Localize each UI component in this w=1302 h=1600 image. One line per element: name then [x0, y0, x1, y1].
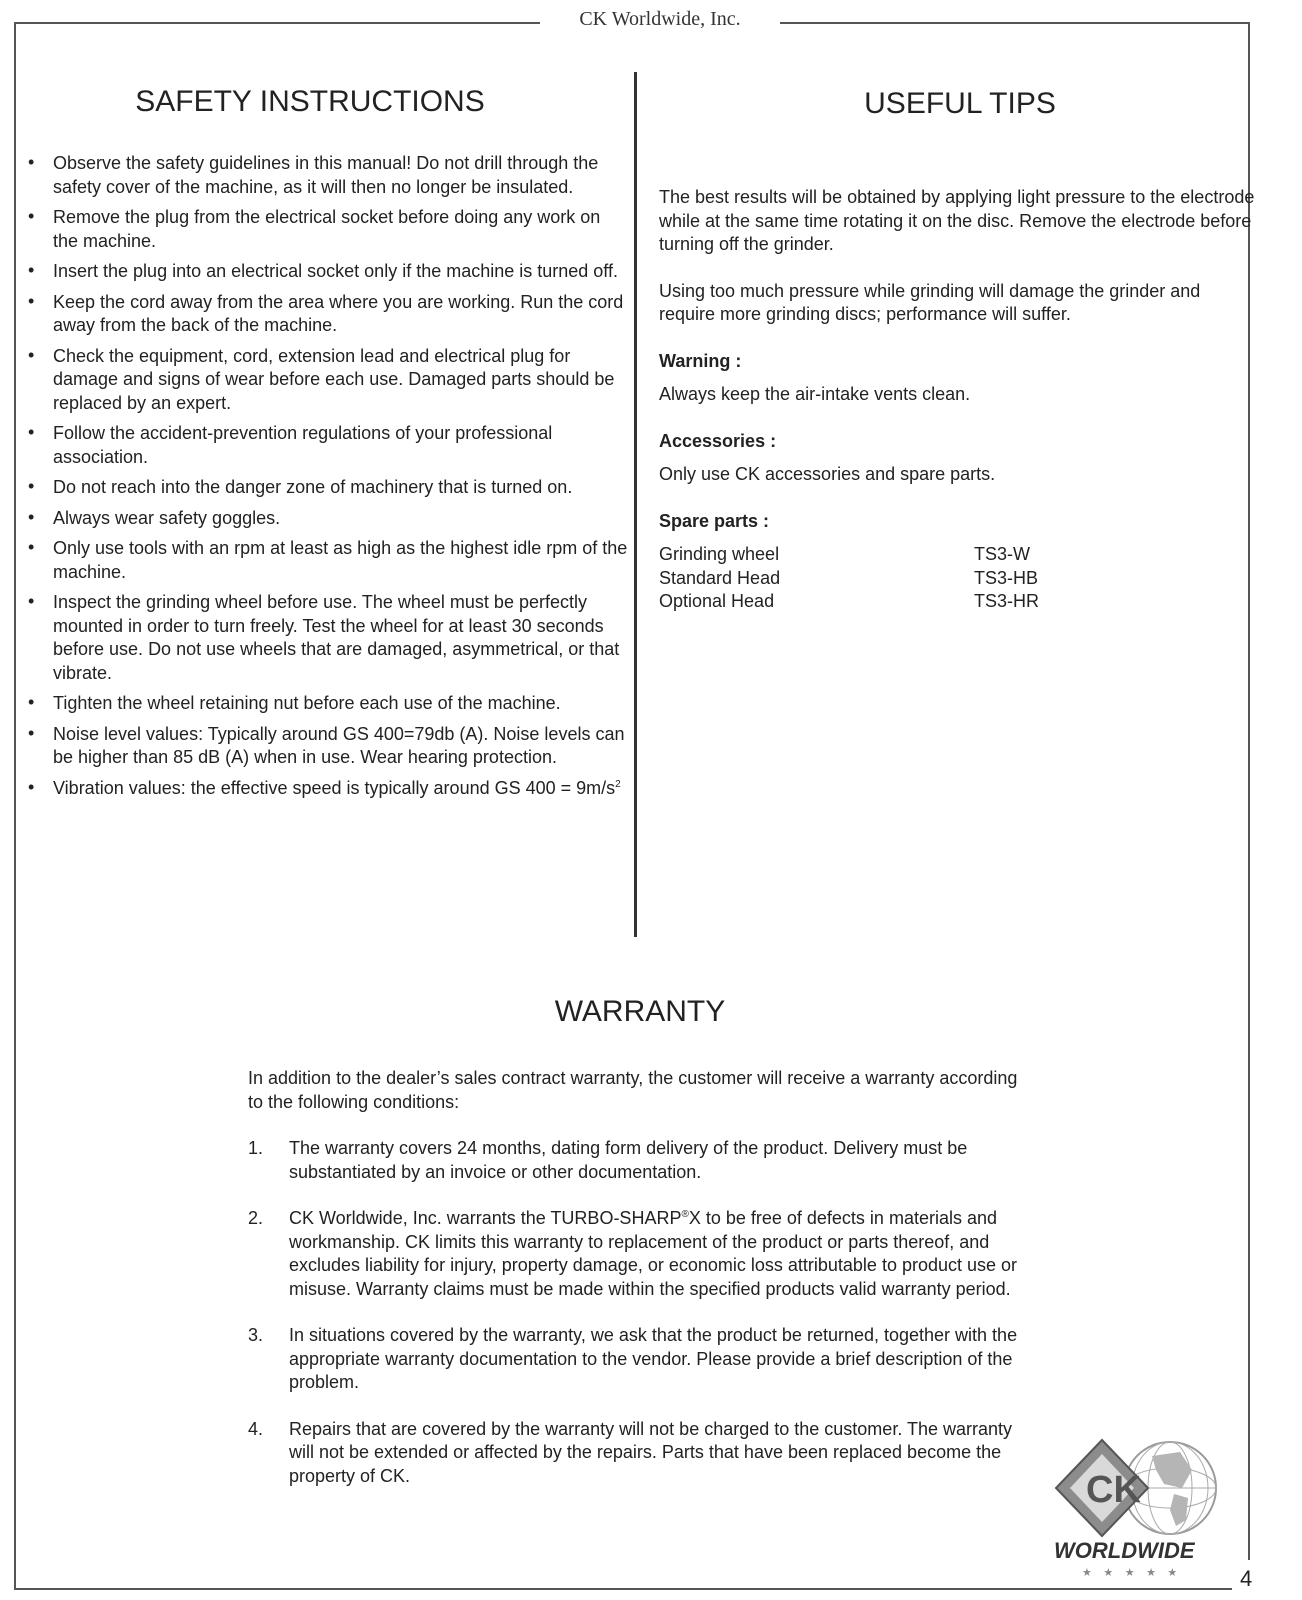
spare-part-name: Optional Head: [659, 591, 775, 611]
list-item: • Keep the cord away from the area where you are working. Run the cord away from the back of the machine.: [28, 290, 624, 335]
bullet-icon: •: [28, 344, 35, 365]
list-item: • Observe the safety guidelines in this manual! Do not drill through the safety cover of the machine, as it will then no longer be insulated.: [28, 152, 599, 197]
spare-part-name: Standard Head: [659, 567, 781, 588]
warranty-item: [248, 1137, 1028, 1184]
spare-part-row: [659, 567, 1259, 591]
page-number: 4: [1240, 1566, 1253, 1591]
bullet-icon: •: [28, 290, 35, 311]
list-item: • Vibration values: the effective speed is typically around GS $400 = 9m/s^2$: [28, 776, 621, 798]
list-item: • Remove the plug from the electrical socket before doing any work on the machine.: [28, 206, 601, 251]
spare-part-code: TS3-W: [974, 544, 1030, 564]
list-item: • Only use tools with an rpm at least as high as the highest idle rpm of the machine.: [28, 537, 628, 582]
list-item: • Inspect the grinding wheel before use. The wheel must be perfectly mounted in order to turn freely. Test the wheel for at least 30 seconds before use. Do not use wheels that are damaged, asymmetrical, or that vibrate.: [28, 591, 620, 683]
warranty-item: [248, 1207, 1028, 1301]
warranty-item: [248, 1324, 1028, 1395]
logo-stars: ★ ★ ★ ★ ★: [1082, 1566, 1182, 1579]
column-divider: [634, 72, 637, 937]
spare-parts-label: Spare parts :: [659, 510, 770, 531]
list-item: • Insert the plug into an electrical socket only if the machine is turned off.: [28, 260, 618, 281]
superscript: 2: [615, 778, 621, 790]
warranty-item-text: Repairs that are covered by the warranty will not be charged to the customer. The warranty will not be extended or affected by the repairs. Parts that have been replaced become the property of CK.: [289, 1418, 1013, 1486]
safety-title: SAFETY INSTRUCTIONS: [135, 85, 485, 118]
ck-diamond-icon: [1056, 1440, 1148, 1536]
warranty-item-text: CK Worldwide, Inc. warrants the TURBO-SHARP®X to be free of defects in materials and workmanship. CK limits this warranty to replacement of the product or parts thereof, and excludes liability for injury, property damage, or economic loss attributable to product use or misuse. Warranty claims must be made within the specified products valid warranty period.: [289, 1208, 1018, 1299]
header-company: CK Worldwide, Inc.: [540, 8, 780, 31]
list-item: • Tighten the wheel retaining nut before each use of the machine.: [28, 692, 561, 713]
bullet-icon: •: [28, 692, 35, 712]
spare-part-code: TS3-HR: [974, 591, 1040, 611]
warranty-item-text: The warranty covers 24 months, dating form delivery of the product. Delivery must be substantiated by an invoice or other documentation.: [289, 1138, 968, 1182]
list-item: • Check the equipment, cord, extension lead and electrical plug for damage and signs of wear before each use. Damaged parts should be replaced by an expert.: [28, 344, 615, 413]
tips-paragraph: Using too much pressure while grinding will damage the grinder and require more grinding discs; performance will suffer.: [659, 280, 1201, 324]
spare-parts-list: [659, 543, 1259, 614]
tips-section: [659, 186, 1259, 614]
spare-part-name: Grinding wheel: [659, 544, 780, 564]
logo-wordmark: WORLDWIDE: [1054, 1538, 1195, 1563]
bullet-icon: •: [28, 476, 35, 496]
warranty-intro: In addition to the dealer’s sales contract warranty, the customer will receive a warranty according to the following conditions:: [248, 1068, 1018, 1112]
warranty-item-number: 2.: [248, 1208, 264, 1228]
warranty-item-text: In situations covered by the warranty, we ask that the product be returned, together with the appropriate warranty documentation to the vendor. Please provide a brief description of the problem.: [289, 1325, 1018, 1392]
warranty-title: WARRANTY: [554, 995, 726, 1028]
spare-part-code: TS3-HB: [974, 567, 1039, 588]
tips-paragraph: The best results will be obtained by applying light pressure to the electrode while at the same time rotating it on the disc. Remove the electrode before turning off the grinder.: [659, 187, 1255, 254]
list-item: • Follow the accident-prevention regulations of your professional association.: [28, 422, 553, 467]
bullet-icon: •: [28, 722, 35, 743]
svg-text:CK: CK: [1086, 1469, 1141, 1511]
list-item: • Do not reach into the danger zone of machinery that is turned on.: [28, 476, 573, 497]
warranty-item-number: 1.: [248, 1138, 264, 1158]
spare-part-row: [659, 543, 1259, 567]
warranty-section: [248, 1067, 1028, 1488]
registered-mark: ®: [681, 1209, 689, 1220]
safety-list: [28, 152, 628, 807]
bullet-icon: •: [28, 422, 35, 442]
list-item: • Noise level values: Typically around GS 400=79db (A). Noise levels can be higher than 85 dB (A) when in use. Wear hearing protection.: [28, 722, 625, 767]
warning-label: Warning :: [659, 350, 742, 371]
warranty-item-number: 3.: [248, 1325, 264, 1345]
bullet-icon: •: [28, 260, 35, 280]
list-item: • Always wear safety goggles.: [28, 506, 281, 528]
warranty-item-number: 4.: [248, 1418, 264, 1439]
ck-worldwide-logo: [1052, 1436, 1232, 1586]
bullet-icon: •: [28, 591, 35, 611]
warning-text: Always keep the air-intake vents clean.: [659, 384, 971, 404]
bullet-icon: •: [28, 537, 35, 557]
bullet-icon: •: [28, 206, 35, 226]
spare-part-row: [659, 590, 1259, 614]
bullet-icon: •: [28, 506, 35, 527]
accessories-text: Only use CK accessories and spare parts.: [659, 464, 996, 484]
accessories-label: Accessories :: [659, 430, 777, 451]
warranty-item: [248, 1418, 1028, 1489]
bullet-icon: •: [28, 776, 35, 797]
tips-title: USEFUL TIPS: [864, 87, 1056, 120]
bullet-icon: •: [28, 152, 35, 172]
